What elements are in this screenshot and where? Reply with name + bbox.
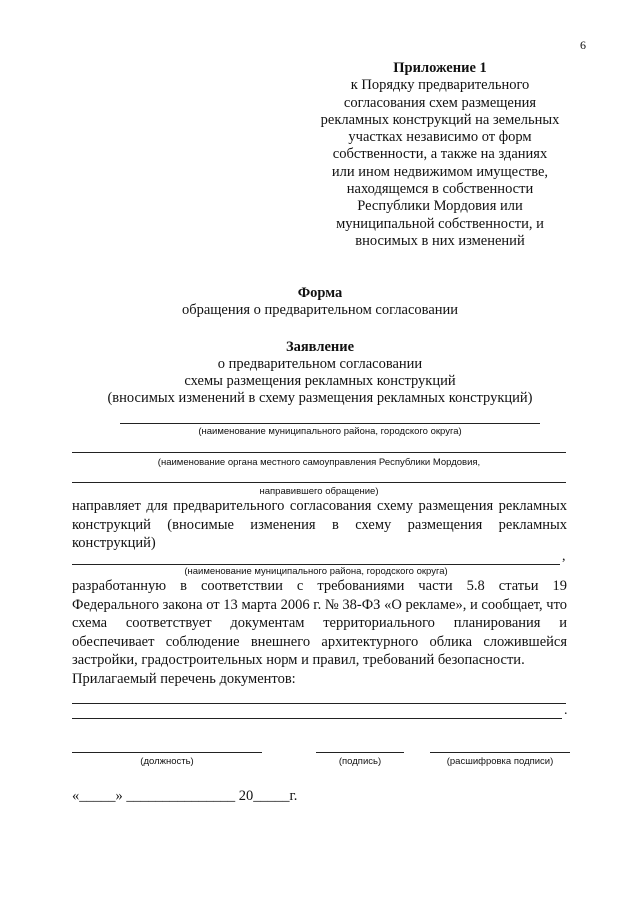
paragraph-line: Федерального закона от 13 марта 2006 г. № 38-ФЗ «О рекламе», и сообщает, что [72,596,567,613]
paragraph-line: обеспечивает соблюдение внешнего архитектурного облика сложившейся [72,633,567,650]
annex-header [300,60,580,250]
authority-blank-line [72,452,566,453]
paragraph-line: застройки, градостроительных норм и правил, требований безопасности. [72,652,525,668]
sender-caption: направившего обращение) [259,486,379,497]
form-subtitle: обращения о предварительном согласовании [181,302,459,318]
annex-line: или ином недвижимом имуществе, [331,163,549,180]
municipality-caption-2: (наименование муниципального района, городского округа) [184,566,448,577]
signature-decoding-caption: (расшифровка подписи) [446,756,554,767]
annex-line: муниципальной собственности, и [336,215,544,232]
sender-blank-line [72,482,566,483]
annex-line: к Порядку предварительного [350,77,530,94]
position-caption: (должность) [140,756,194,767]
comma: , [562,549,566,564]
authority-caption: (наименование органа местного самоуправления Республики Мордовия, [157,457,481,468]
form-title: Форма [297,285,343,301]
paragraph-line: разработанную в соответствии с требованиями части 5.8 статьи 19 [72,578,567,594]
documents-blank-line [72,718,562,719]
page-number: 6 [580,38,586,52]
documents-blank-line [72,703,566,704]
annex-line: вносимых в них изменений [355,232,525,249]
paragraph-compliance [72,577,567,688]
annex-title: Приложение 1 [393,60,487,76]
statement-title: Заявление [285,339,355,355]
date-line: «_____» _______________ 20_____г. [72,788,298,804]
municipality-blank-line-2 [72,564,560,565]
annex-line: участках независимо от форм [348,129,532,146]
form-heading [60,285,580,319]
annex-line: находящемся в собственности [346,181,534,198]
signature-blank-line [316,752,404,753]
statement-line: (вносимых изменений в схему размещения рекламных конструкций) [107,390,533,406]
statement-line: схемы размещения рекламных конструкций [184,373,456,389]
annex-line: собственности, а также на зданиях [332,146,548,163]
municipality-blank-line [120,423,540,424]
annex-line: Республики Мордовия или [357,198,523,215]
period: . [564,703,568,718]
position-blank-line [72,752,262,753]
paragraph-line: схема соответствует документам территориального планирования и [72,615,567,631]
statement-line: о предварительном согласовании [217,356,423,372]
documents-label: Прилагаемый перечень документов: [72,670,296,687]
paragraph-submission: направляет для предварительного согласования схему размещения рекламных конструкций (вносимые изменения в схему размещения рекламных конструкций) [72,498,567,551]
municipality-caption: (наименование муниципального района, городского округа) [198,426,462,437]
annex-line: рекламных конструкций на земельных [320,111,560,128]
signature-decoding-blank-line [430,752,570,753]
annex-line: согласования схем размещения [343,94,537,111]
signature-caption: (подпись) [338,756,382,767]
statement-heading [60,339,580,407]
